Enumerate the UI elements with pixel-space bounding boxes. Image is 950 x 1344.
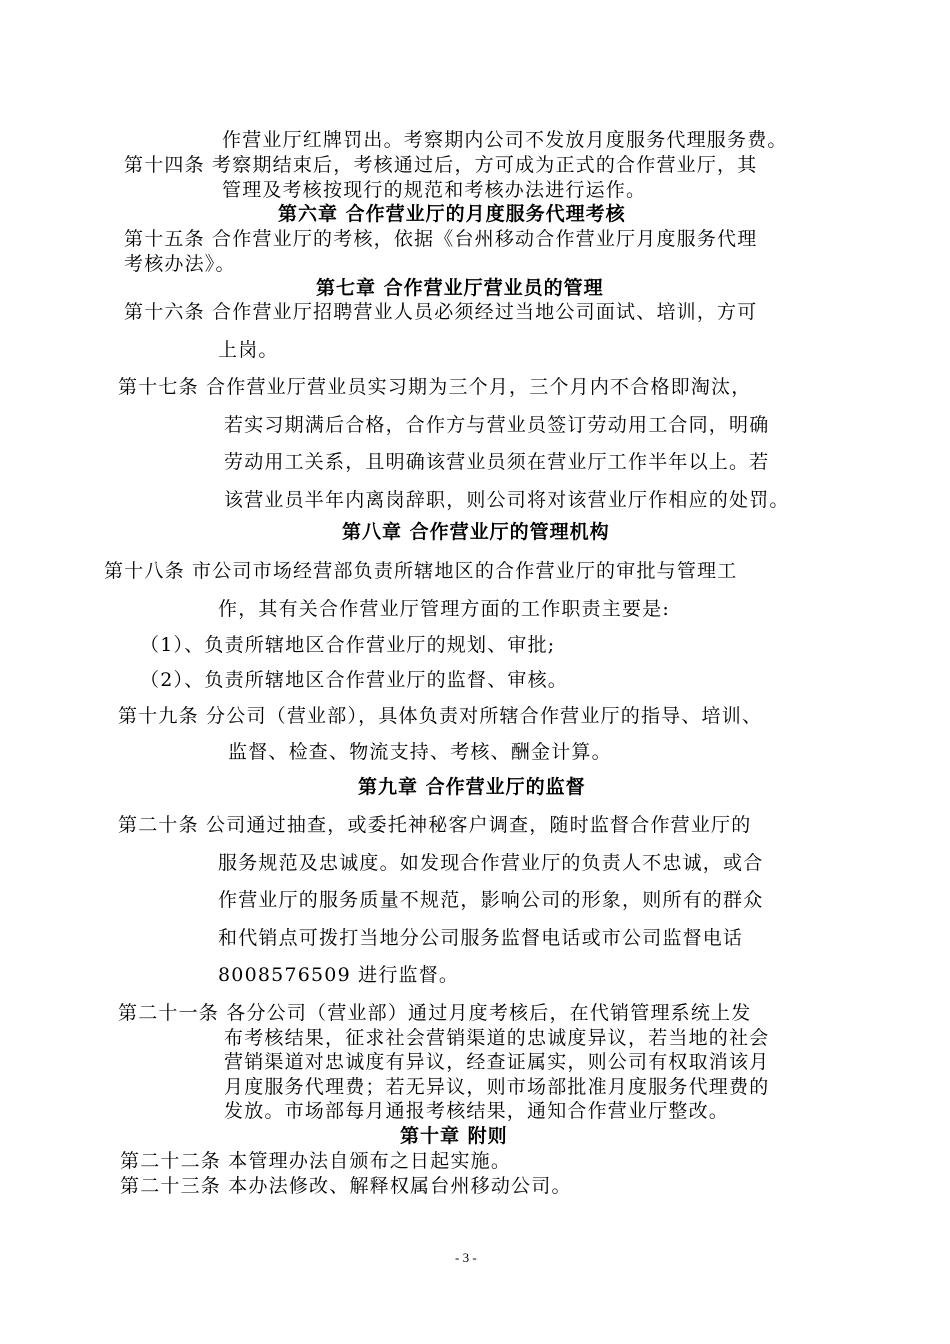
text-line: 作营业厅的服务质量不规范，影响公司的形象，则所有的群众 xyxy=(218,889,764,911)
text-line: 管理及考核按现行的规范和考核办法进行运作。 xyxy=(222,179,647,201)
text-line: 若实习期满后合格，合作方与营业员签订劳动用工合同，明确 xyxy=(224,414,770,436)
list-item: （1）、负责所辖地区合作营业厅的规划、审批; xyxy=(140,634,556,656)
chapter-10-heading: 第十章 附则 xyxy=(400,1125,508,1147)
article-23: 第二十三条 本办法修改、解释权属台州移动公司。 xyxy=(120,1175,572,1197)
text-line: 考核办法》。 xyxy=(124,253,236,275)
text-line: 月度服务代理费；若无异议，则市场部批准月度服务代理费的 xyxy=(224,1076,770,1098)
text-line: 监督、检查、物流支持、考核、酬金计算。 xyxy=(228,741,612,763)
text-line: 作，其有关合作营业厅管理方面的工作职责主要是: xyxy=(218,598,671,620)
page-number: - 3 - xyxy=(455,1250,477,1265)
text-line: 发放。市场部每月通报考核结果，通知合作营业厅整改。 xyxy=(224,1100,730,1122)
text-line: 8008576509 进行监督。 xyxy=(218,964,460,986)
article-15: 第十五条 合作营业厅的考核，依据《台州移动合作营业厅月度服务代理 xyxy=(124,228,758,250)
chapter-6-heading: 第六章 合作营业厅的月度服务代理考核 xyxy=(278,203,626,225)
article-17: 第十七条 合作营业厅营业员实习期为三个月，三个月内不合格即淘汰， xyxy=(118,376,752,398)
text-line: 服务规范及忠诚度。如发现合作营业厅的负责人不忠诚，或合 xyxy=(218,852,764,874)
list-item: （2）、负责所辖地区合作营业厅的监督、审核。 xyxy=(140,669,568,691)
text-line: 营销渠道对忠诚度有异议，经查证属实，则公司有权取消该月 xyxy=(224,1051,770,1073)
article-20: 第二十条 公司通过抽查，或委托神秘客户调查，随时监督合作营业厅的 xyxy=(118,814,752,836)
text-line: 作营业厅红牌罚出。考察期内公司不发放月度服务代理服务费。 xyxy=(222,129,788,151)
text-line: 上岗。 xyxy=(218,339,279,361)
chapter-8-heading: 第八章 合作营业厅的管理机构 xyxy=(342,521,610,543)
article-16: 第十六条 合作营业厅招聘营业人员必须经过当地公司面试、培训，方可 xyxy=(124,301,758,323)
article-22: 第二十二条 本管理办法自颁布之日起实施。 xyxy=(120,1150,512,1172)
article-18: 第十八条 市公司市场经营部负责所辖地区的合作营业厅的审批与管理工 xyxy=(104,560,738,582)
text-line: 布考核结果，征求社会营销渠道的忠诚度异议，若当地的社会 xyxy=(224,1027,770,1049)
article-21: 第二十一条 各分公司（营业部）通过月度考核后，在代销管理系统上发 xyxy=(118,1002,752,1024)
article-19: 第十九条 分公司（营业部），具体负责对所辖合作营业厅的指导、培训、 xyxy=(118,705,763,727)
chapter-7-heading: 第七章 合作营业厅营业员的管理 xyxy=(316,277,604,299)
article-14: 第十四条 考察期结束后，考核通过后，方可成为正式的合作营业厅，其 xyxy=(124,154,758,176)
text-line: 劳动用工关系，且明确该营业员须在营业厅工作半年以上。若 xyxy=(224,451,770,473)
text-line: 该营业员半年内离岗辞职，则公司将对该营业厅作相应的处罚。 xyxy=(224,489,790,511)
chapter-9-heading: 第九章 合作营业厅的监督 xyxy=(358,776,586,798)
text-line: 和代销点可拨打当地分公司服务监督电话或市公司监督电话 xyxy=(218,927,744,949)
